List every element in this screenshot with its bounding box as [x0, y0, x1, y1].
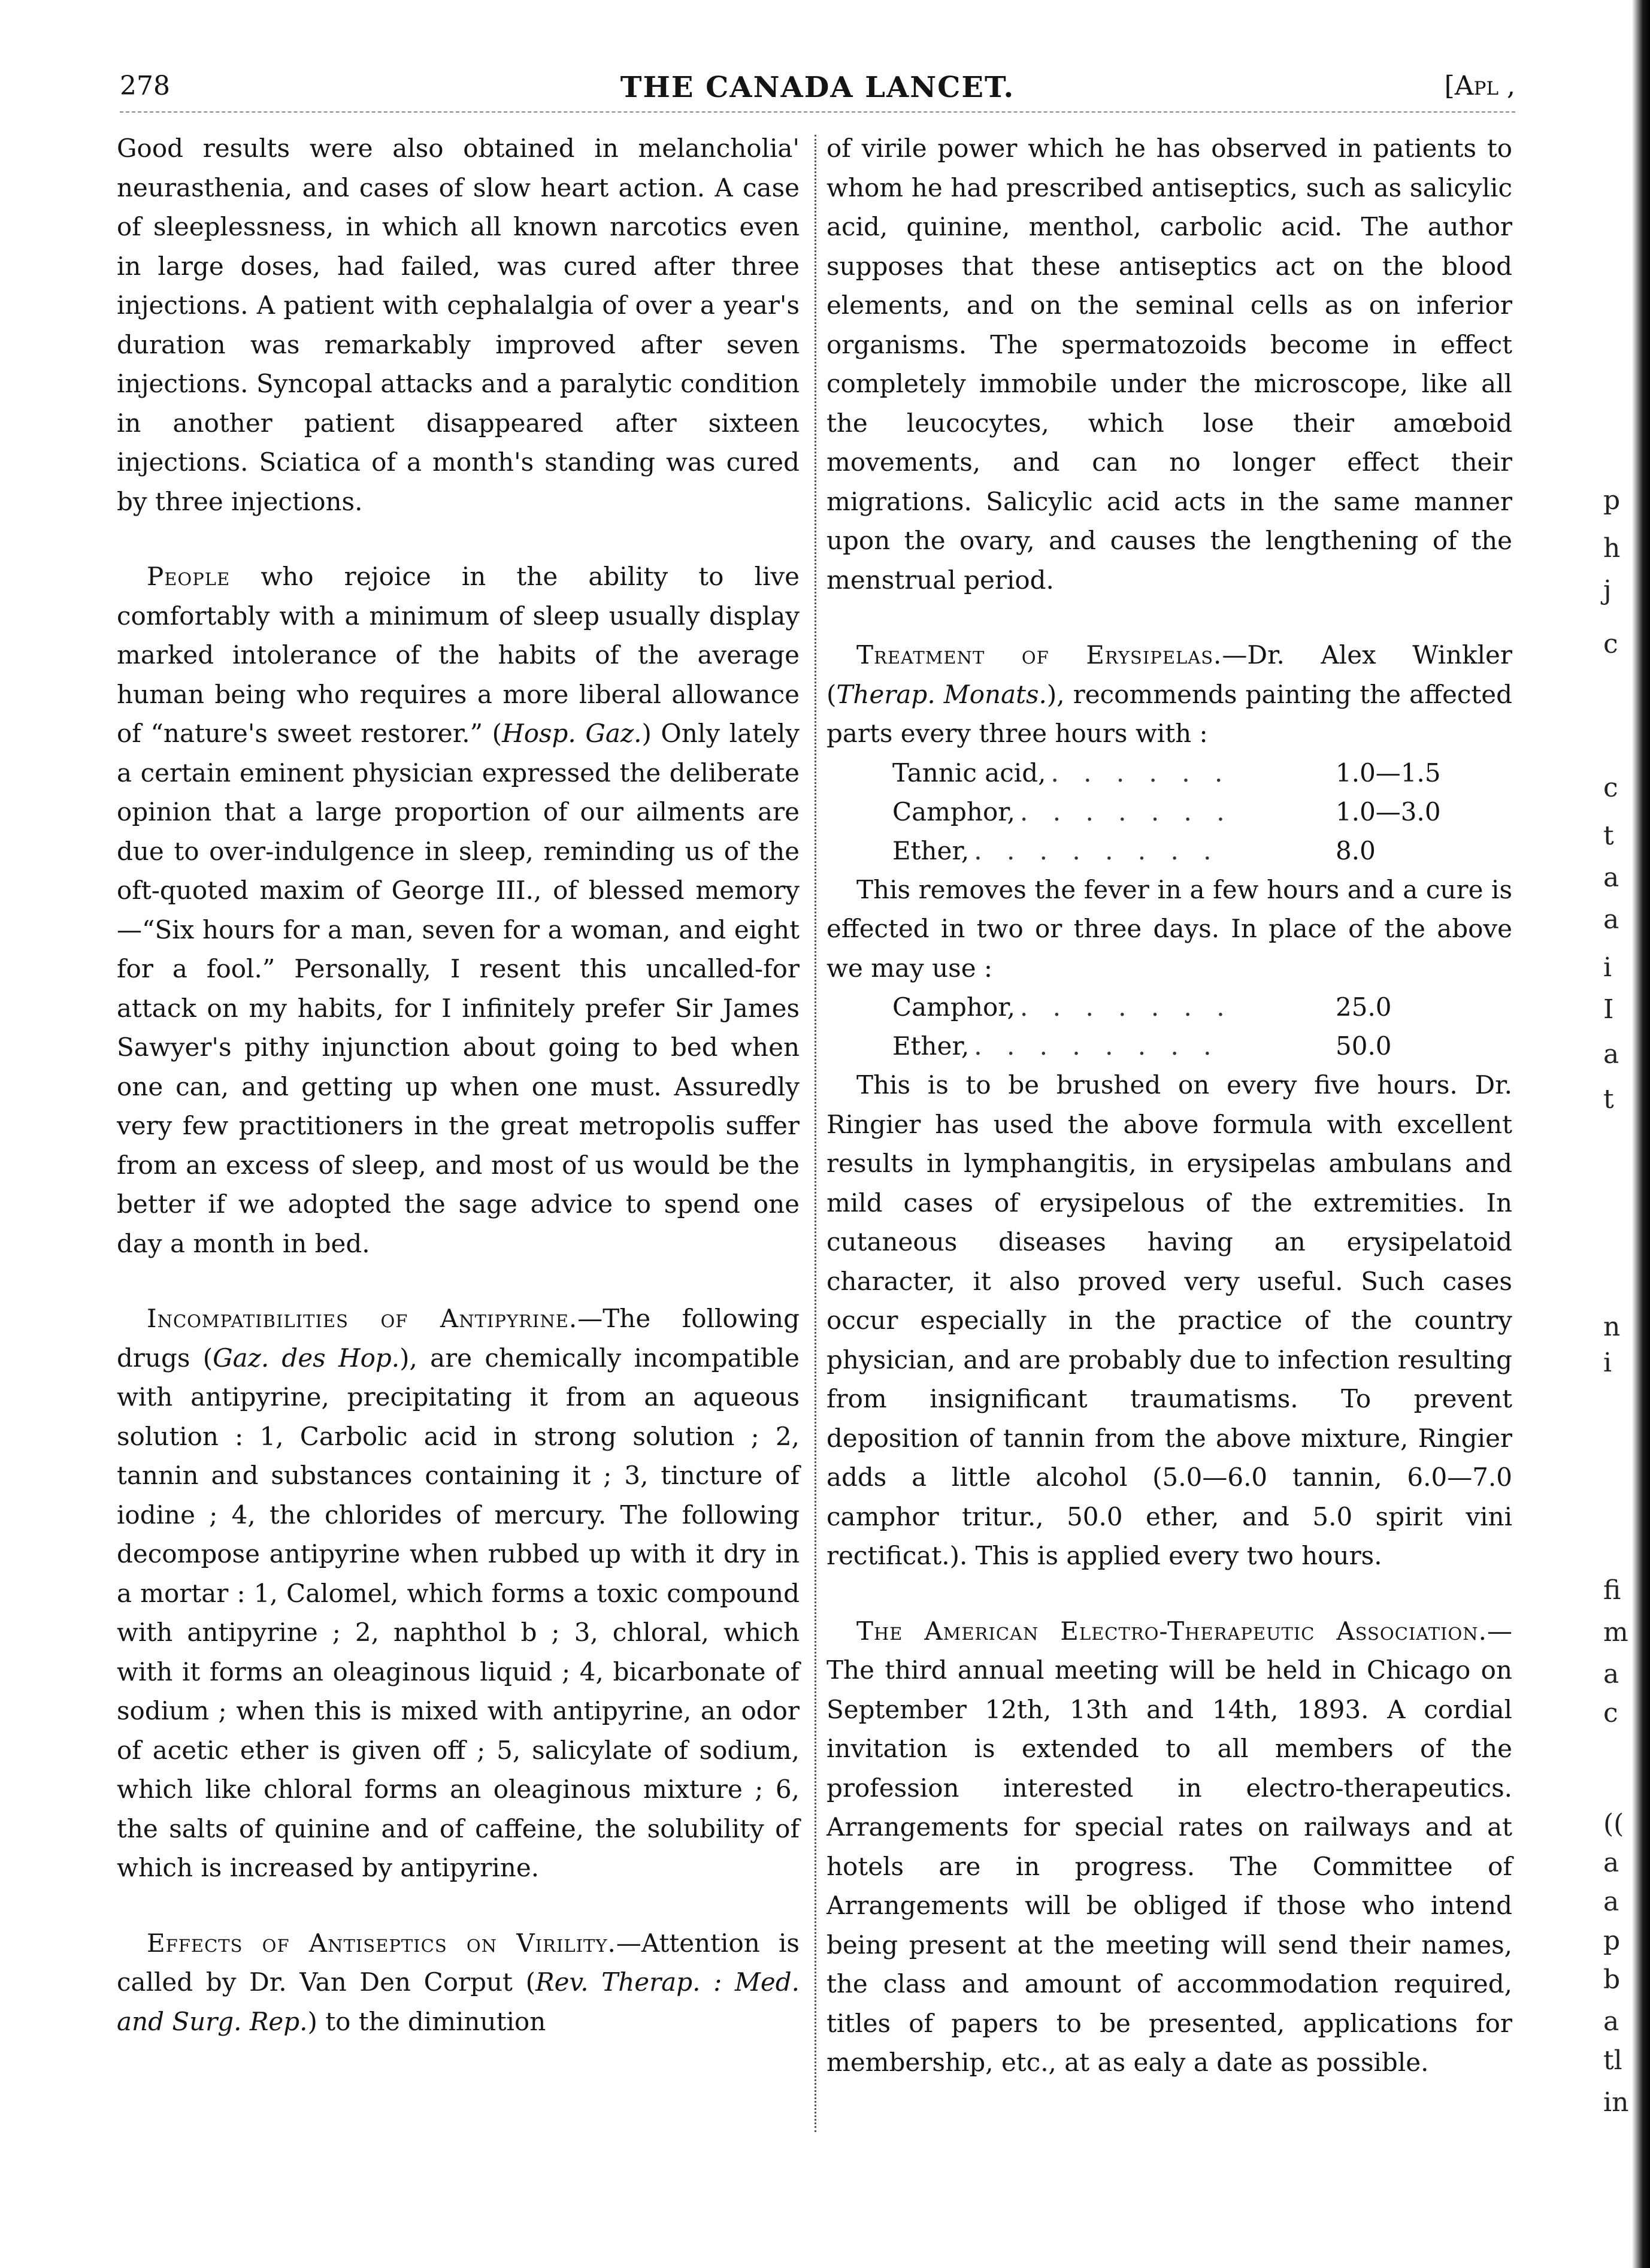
facing-page-fragment: a [1603, 1039, 1619, 1070]
facing-page-fragment: h [1603, 533, 1621, 564]
facing-page-edge [1590, 0, 1650, 2268]
formula-row [892, 831, 1455, 870]
facing-page-fragment: a [1603, 904, 1619, 935]
article-text: This removes the fever in a few hours and a cure is effected in two or three days. In place of the above we may use : [826, 874, 1512, 983]
binding-shadow [1632, 0, 1650, 2268]
formula-row [892, 1026, 1455, 1065]
formula-row [892, 988, 1455, 1026]
facing-page-fragment: a [1603, 862, 1619, 893]
article-text: of virile power which he has observed in patients to whom he had prescribed antiseptics, such as salicylic acid, quinine, menthol, carbolic acid. The author supposes that these antiseptics act on the blood elements, and on the seminal cells as on inferior organisms. The spermatozoids become in effect completely immobile under the microscope, like all the leucocytes, which lose their amœboid movements, and can no longer effect their migrations. Salicylic acid acts in the same manner upon the ovary, and causes the lengthening of the menstrual period. [826, 134, 1512, 595]
article-text: This is to be brushed on every five hours. Dr. Ringier has used the above formula with excellent results in lymphangitis, in erysipelas ambulans and mild cases of erysipelous of the extremities. In cutaneous diseases having an erysipelatoid character, it also proved very useful. Such cases occur especially in the practice of the country physician, and are probably due to infection resulting from insignificant traumatisms. To prevent deposition of tannin from the above mixture, Ringier adds a little alcohol (5.0—6.0 tannin, 6.0—7.0 camphor tritur., 50.0 ether, and 5.0 spirit vini rectificat.). This is applied every two hours. [826, 1070, 1512, 1570]
article-text: Treatment of Erysipelas.—Dr. Alex Winkler (Therap. Monats.), recommends painting the affected parts every three hours with : [826, 640, 1512, 748]
page-header [120, 71, 1515, 113]
article-heading: Effects of Antiseptics on Virility. [147, 1928, 616, 1958]
article-text: People who rejoice in the ability to live comfortably with a minimum of sleep usually display marked intolerance of the habits of the average human being who requires a more liberal allowance of “nature's sweet restorer.” (Hosp. Gaz.) Only lately a certain eminent physician expressed the deliberate opinion that a large proportion of our ailments are due to over-indulgence in sleep, reminding us of the oft-quoted maxim of George III., of blessed memory—“Six hours for a man, seven for a woman, and eight for a fool.” Personally, I resent this uncalled-for attack on my habits, for I infinitely prefer Sir James Sawyer's pithy injunction about going to bed when one can, and getting up when one must. Assuredly very few practitioners in the great metropolis suffer from an excess of sleep, and most of us would be the better if we adopted the sage advice to spend one day a month in bed. [117, 562, 800, 1258]
neurasthenia-article-end [117, 129, 800, 521]
association-article [826, 1612, 1512, 2082]
ingredient-amount: 50.0 [1336, 1031, 1392, 1061]
leader-dots: . . . . . . [1050, 758, 1231, 788]
facing-page-fragment: b [1603, 1964, 1621, 1995]
leader-dots: . . . . . . . [1020, 992, 1233, 1022]
sleep-article [117, 557, 800, 1263]
antipyrine-article [117, 1299, 800, 1888]
article-heading: Treatment of Erysipelas. [856, 640, 1222, 670]
page-number: 278 [120, 71, 170, 101]
ingredient-name: Tannic acid, [892, 758, 1046, 788]
article-text: Effects of Antiseptics on Virility.—Attention is called by Dr. Van Den Corput (Rev. Therap. : Med. and Surg. Rep.) to the diminution [117, 1928, 800, 2036]
formula-table [892, 753, 1455, 870]
ingredient-name: Camphor, [892, 992, 1016, 1022]
facing-page-fragment: p [1603, 1925, 1621, 1956]
leader-dots: . . . . . . . [1020, 797, 1233, 826]
ingredient-amount: 1.0—1.5 [1336, 758, 1441, 788]
citation: Therap. Monats. [836, 679, 1047, 709]
facing-page-fragment: fi [1603, 1575, 1621, 1606]
left-column [117, 129, 800, 2077]
issue-month: [Apl , [1444, 71, 1515, 101]
facing-page-fragment: tl [1603, 2045, 1622, 2076]
virility-article [117, 1924, 800, 2042]
facing-page-fragment: i [1603, 952, 1612, 983]
column-divider [815, 135, 816, 2132]
facing-page-fragment: I [1603, 994, 1614, 1025]
facing-page-fragment: (( [1603, 1809, 1624, 1839]
header-rule [120, 111, 1515, 113]
article-text: Incompatibilities of Antipyrine.—The following drugs (Gaz. des Hop.), are chemically incompatible with antipyrine, precipitating it from an aqueous solution : 1, Carbolic acid in strong solution ; 2, tannin and substances containing it ; 3, tincture of iodine ; 4, the chlorides of mercury. The following decompose antipyrine when rubbed up with it dry in a mortar : 1, Calomel, which forms a toxic compound with antipyrine ; 2, naphthol b ; 3, chloral, which with it forms an oleaginous liquid ; 4, bicarbonate of sodium ; when this is mixed with antipyrine, an odor of acetic ether is given off ; 5, salicylate of sodium, which like chloral forms an oleaginous mixture ; 6, the salts of quinine and of caffeine, the solubility of which is increased by antipyrine. [117, 1304, 800, 1882]
article-lead-word: People [147, 562, 231, 591]
ingredient-amount: 1.0—3.0 [1336, 797, 1441, 826]
article-heading: Incompatibilities of Antipyrine. [147, 1304, 578, 1333]
facing-page-fragment: t [1603, 820, 1614, 851]
leader-dots: . . . . . . . . [974, 1031, 1220, 1061]
erysipelas-article [826, 635, 1512, 1576]
ingredient-name: Camphor, [892, 797, 1016, 826]
facing-page-fragment: i [1603, 1348, 1612, 1378]
facing-page-fragment: p [1603, 485, 1621, 516]
facing-page-fragment: a [1603, 1887, 1619, 1917]
article-text: Good results were also obtained in melancholia' neurasthenia, and cases of slow heart action. A case of sleeplessness, in which all known narcotics even in large doses, had failed, was cured after three injections. A patient with cephalalgia of over a year's duration was remarkably improved after seven injections. Syncopal attacks and a paralytic condition in another patient disappeared after sixteen injections. Sciatica of a month's standing was cured by three injections. [117, 134, 800, 516]
article-heading: The American Electro-Therapeutic Association. [856, 1616, 1487, 1646]
facing-page-fragment: n [1603, 1312, 1621, 1342]
citation: Gaz. des Hop. [213, 1343, 400, 1373]
facing-page-fragment: j [1603, 575, 1612, 605]
virility-article-continued [826, 129, 1512, 599]
facing-page-fragment: c [1603, 629, 1618, 659]
facing-page-fragment: c [1603, 773, 1618, 803]
facing-page-fragment: a [1603, 1848, 1619, 1878]
leader-dots: . . . . . . . . [974, 835, 1220, 865]
formula-table [892, 988, 1455, 1065]
facing-page-fragment: a [1603, 1659, 1619, 1689]
ingredient-name: Ether, [892, 835, 970, 865]
right-column [826, 129, 1512, 2118]
formula-row [892, 792, 1455, 831]
ingredient-name: Ether, [892, 1031, 970, 1061]
journal-title: THE CANADA LANCET. [620, 71, 1015, 104]
ingredient-amount: 25.0 [1336, 992, 1392, 1022]
citation: Rev. Therap. : Med. and Surg. Rep. [117, 1967, 800, 2036]
facing-page-fragment: t [1603, 1084, 1614, 1115]
facing-page-fragment: in [1603, 2087, 1629, 2118]
formula-row [892, 753, 1455, 792]
facing-page-fragment: c [1603, 1698, 1618, 1728]
ingredient-amount: 8.0 [1336, 835, 1376, 865]
article-text: The American Electro-Therapeutic Association.—The third annual meeting will be held in Chicago on September 12th, 13th and 14th, 1893. A cordial invitation is extended to all members of the profession interested in electro-therapeutics. Arrangements for special rates on railways and at hotels are in progress. The Committee of Arrangements will be obliged if those who intend being present at the meeting will send their names, the class and amount of accommodation required, titles of papers to be presented, applications for membership, etc., at as ealy a date as possible. [826, 1616, 1512, 2077]
facing-page-fragment: m [1603, 1617, 1628, 1648]
citation: Hosp. Gaz. [502, 719, 642, 748]
facing-page-fragment: a [1603, 2006, 1619, 2037]
